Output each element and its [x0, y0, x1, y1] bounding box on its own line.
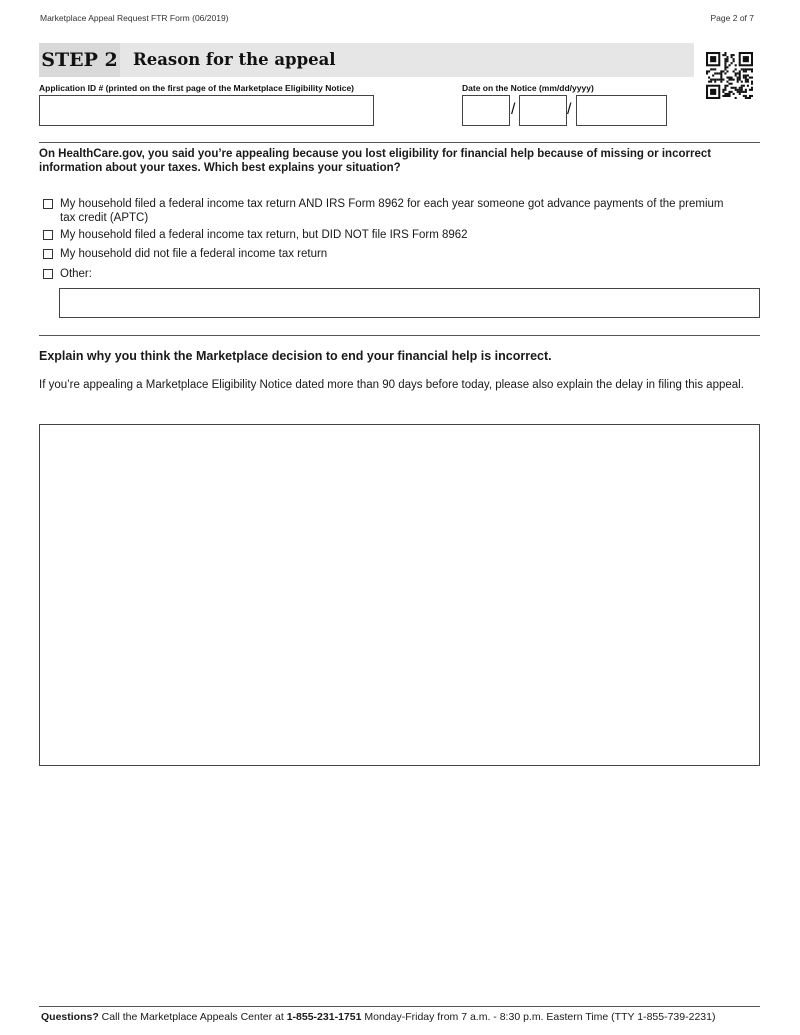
section-divider — [39, 142, 760, 143]
explain-heading: Explain why you think the Marketplace decision to end your financial help is incorrect. — [39, 349, 552, 363]
footer-phone: 1-855-231-1751 — [286, 1011, 362, 1023]
checkbox[interactable] — [43, 199, 53, 209]
situation-question: On HealthCare.gov, you said you’re appealing because you lost eligibility for financial help because of missing or incorrect information about your taxes. Which best explains your situation? — [39, 148, 712, 174]
checkbox[interactable] — [43, 249, 53, 259]
other-explanation-input[interactable] — [59, 288, 760, 318]
checkbox[interactable] — [43, 230, 53, 240]
footer-divider — [39, 1006, 760, 1007]
qr-code-icon — [706, 52, 753, 99]
footer-contact — [41, 1011, 715, 1023]
option-label: My household filed a federal income tax return AND IRS Form 8962 for each year someone got advance payments of the premium tax credit (APTC) — [60, 198, 724, 224]
footer-text: Call the Marketplace Appeals Center at — [98, 1011, 287, 1023]
option-did-not-file[interactable] — [43, 248, 733, 262]
step-label: STEP 2 — [41, 49, 118, 71]
option-filed-return-no-8962[interactable] — [43, 229, 733, 243]
checkbox[interactable] — [43, 269, 53, 279]
option-other[interactable] — [43, 268, 733, 282]
footer-lead: Questions? — [41, 1011, 99, 1023]
notice-date-day-input[interactable] — [519, 95, 567, 126]
notice-date-year-input[interactable] — [576, 95, 667, 126]
option-label: My household filed a federal income tax return, but DID NOT file IRS Form 8962 — [60, 229, 468, 241]
option-label: Other: — [60, 268, 92, 280]
application-id-input[interactable] — [39, 95, 374, 126]
explanation-textarea[interactable] — [39, 424, 760, 766]
footer-text: Monday-Friday from 7 a.m. - 8:30 p.m. Eastern Time (TTY 1-855-739-2231) — [361, 1011, 716, 1023]
form-title: Marketplace Appeal Request FTR Form (06/2019) — [40, 13, 229, 23]
option-filed-return-and-8962[interactable] — [43, 198, 733, 225]
section-divider — [39, 335, 760, 336]
option-label: My household did not file a federal income tax return — [60, 248, 328, 260]
date-separator: / — [567, 101, 572, 118]
notice-date-month-input[interactable] — [462, 95, 510, 126]
date-separator: / — [511, 101, 516, 118]
step-title: Reason for the appeal — [133, 50, 336, 69]
notice-date-label: Date on the Notice (mm/dd/yyyy) — [462, 83, 594, 93]
page-number: Page 2 of 7 — [710, 13, 754, 23]
application-id-label: Application ID # (printed on the first page of the Marketplace Eligibility Notice) — [39, 83, 355, 93]
explain-note: If you’re appealing a Marketplace Eligibility Notice dated more than 90 days before today, please also explain the delay in filing this appeal. — [39, 379, 744, 391]
